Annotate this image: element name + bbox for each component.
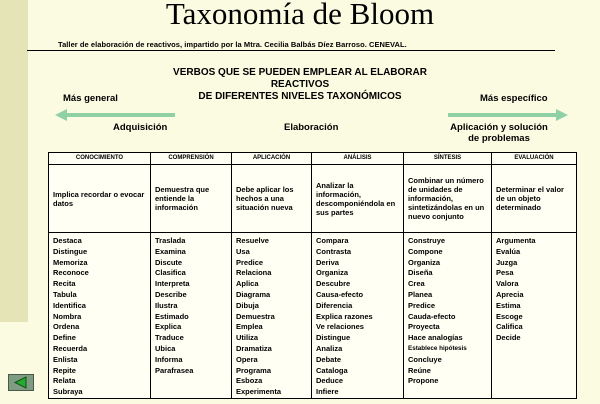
title-divider — [27, 50, 555, 51]
verb-item: Evalúa — [496, 246, 521, 256]
verb-item: Deduce — [316, 376, 344, 386]
verb-item: Ve relaciones — [316, 322, 364, 332]
verb-item: Ubica — [155, 343, 176, 353]
table-heading — [150, 67, 450, 103]
verb-item: Identifica — [53, 300, 86, 310]
verb-item: Explica razones — [316, 311, 373, 321]
verb-item: Relata — [53, 376, 76, 386]
column-description: Analizar la información, descomponiéndola en sus partes — [312, 165, 404, 233]
verb-item: Decide — [496, 333, 521, 343]
verb-list-comprension — [151, 233, 232, 399]
verb-item: Define — [53, 333, 76, 343]
verb-item: Establece hipótesis — [408, 344, 467, 352]
verb-item: Interpreta — [155, 279, 190, 289]
left-decorative-strip — [0, 0, 28, 322]
verb-item: Esboza — [236, 376, 263, 386]
verb-item: Traduce — [155, 333, 184, 343]
verb-item: Subraya — [53, 387, 83, 397]
verb-item: Concluye — [408, 354, 442, 364]
verb-item: Programa — [236, 365, 272, 375]
label-application — [440, 122, 558, 144]
column-header: SÍNTESIS — [404, 153, 492, 165]
verb-item: Recita — [53, 279, 76, 289]
verbs-row — [49, 233, 577, 399]
bloom-verbs-table — [48, 152, 577, 399]
verb-item: Discute — [155, 257, 183, 267]
verb-item: Dibuja — [236, 300, 259, 310]
verb-item: Crea — [408, 279, 425, 289]
verb-item: Descubre — [316, 279, 351, 289]
verb-item: Resuelve — [236, 236, 269, 245]
column-description: Debe aplicar los hechos a una situación nueva — [232, 165, 312, 233]
column-description: Determinar el valor de un objeto determinado — [492, 165, 577, 233]
label-application-line-2: de problemas — [468, 133, 530, 144]
verb-item: Estima — [496, 300, 521, 310]
verb-item: Examina — [155, 246, 186, 256]
verb-item: Diagrama — [236, 289, 271, 299]
verb-item: Escoge — [496, 311, 523, 321]
verb-item: Describe — [155, 289, 187, 299]
verb-item: Informa — [155, 354, 183, 364]
verb-item: Distingue — [316, 333, 351, 343]
verb-item: Experimenta — [236, 387, 282, 397]
heading-line-2: DE DIFERENTES NIVELES TAXONÓMICOS — [198, 91, 402, 102]
verb-list-conocimiento — [49, 233, 151, 399]
back-arrow-icon — [9, 375, 33, 390]
description-row — [49, 165, 577, 233]
column-description: Implica recordar o evocar datos — [49, 165, 151, 233]
verb-item: Propone — [408, 376, 439, 386]
column-description: Demuestra que entiende la información — [151, 165, 232, 233]
verb-item: Pesa — [496, 268, 514, 278]
verb-item: Deriva — [316, 257, 339, 267]
verb-item: Utiliza — [236, 333, 259, 343]
verb-item: Construye — [408, 236, 446, 245]
verb-item: Califica — [496, 322, 523, 332]
label-elaboration: Elaboración — [284, 122, 339, 133]
verb-item: Destaca — [53, 236, 82, 245]
verb-item: Repite — [53, 365, 76, 375]
verb-item: Relaciona — [236, 268, 272, 278]
verb-item: Causa-efecto — [316, 289, 364, 299]
verb-list-sintesis — [404, 233, 492, 399]
right-arrow-icon — [448, 108, 568, 120]
verb-item: Organiza — [408, 257, 441, 267]
verb-item: Cataloga — [316, 365, 348, 375]
verb-item: Infiere — [316, 387, 339, 397]
verb-item: Reúne — [408, 365, 431, 375]
verb-item: Usa — [236, 246, 250, 256]
verb-item: Contrasta — [316, 246, 352, 256]
left-arrow-icon — [55, 108, 175, 120]
verb-item: Ilustra — [155, 300, 178, 310]
verb-list-aplicacion — [232, 233, 312, 399]
column-header: APLICACIÓN — [232, 153, 312, 165]
verb-item: Opera — [236, 354, 258, 364]
column-description: Combinar un número de unidades de información, sintetizándolas en un nuevo conjunto — [404, 165, 492, 233]
verb-item: Predice — [236, 257, 264, 267]
column-header: CONOCIMIENTO — [49, 153, 151, 165]
verb-item: Valora — [496, 279, 519, 289]
verb-item: Recuerda — [53, 343, 88, 353]
verb-item: Organiza — [316, 268, 349, 278]
label-more-specific: Más específico — [480, 93, 548, 104]
verb-item: Analiza — [316, 343, 343, 353]
verb-item: Nombra — [53, 311, 82, 321]
verb-item: Proyecta — [408, 322, 440, 332]
verb-item: Tabula — [53, 289, 77, 299]
verb-item: Parafrasea — [155, 365, 194, 375]
verb-item: Distingue — [53, 246, 88, 256]
verb-item: Diseña — [408, 268, 433, 278]
subtitle-credit: Taller de elaboración de reactivos, impartido por la Mtra. Cecilia Balbás Díez Barroso. CENEVAL. — [58, 40, 407, 49]
verb-item: Aprecia — [496, 289, 524, 299]
header-row — [49, 153, 577, 165]
verb-item: Aplica — [236, 279, 259, 289]
verb-item: Memoriza — [53, 257, 88, 267]
back-button[interactable] — [8, 374, 34, 391]
verb-item: Debate — [316, 354, 342, 364]
verb-item: Diferencia — [316, 300, 353, 310]
column-header: EVALUACIÓN — [492, 153, 577, 165]
verb-item: Ordena — [53, 322, 80, 332]
verb-item: Traslada — [155, 236, 186, 245]
verb-item: Clasifica — [155, 268, 186, 278]
verb-item: Predice — [408, 300, 436, 310]
verb-item: Reconoce — [53, 268, 89, 278]
verb-item: Hace analogías — [408, 333, 463, 343]
verb-item: Juzga — [496, 257, 518, 267]
verb-item: Planea — [408, 289, 433, 299]
verb-item: Emplea — [236, 322, 263, 332]
column-header: COMPRENSIÓN — [151, 153, 232, 165]
column-header: ANÁLISIS — [312, 153, 404, 165]
verb-item: Explica — [155, 322, 182, 332]
verb-item: Cauda-efecto — [408, 311, 456, 321]
label-acquisition: Adquisición — [113, 122, 168, 133]
verb-item: Compara — [316, 236, 349, 245]
verb-list-evaluacion — [492, 233, 577, 399]
verb-item: Demuestra — [236, 311, 275, 321]
heading-line-1: VERBOS QUE SE PUEDEN EMPLEAR AL ELABORAR REACTIVOS — [173, 67, 427, 90]
label-application-line-1: Aplicación y solución — [450, 122, 548, 133]
verb-item: Compone — [408, 246, 443, 256]
verb-item: Dramatiza — [236, 343, 272, 353]
slide-title: Taxonomía de Bloom — [165, 0, 435, 31]
verb-item: Estimado — [155, 311, 189, 321]
verb-item: Enlista — [53, 354, 78, 364]
verb-item: Argumenta — [496, 236, 536, 245]
label-more-general: Más general — [63, 93, 118, 104]
verb-list-analisis — [312, 233, 404, 399]
